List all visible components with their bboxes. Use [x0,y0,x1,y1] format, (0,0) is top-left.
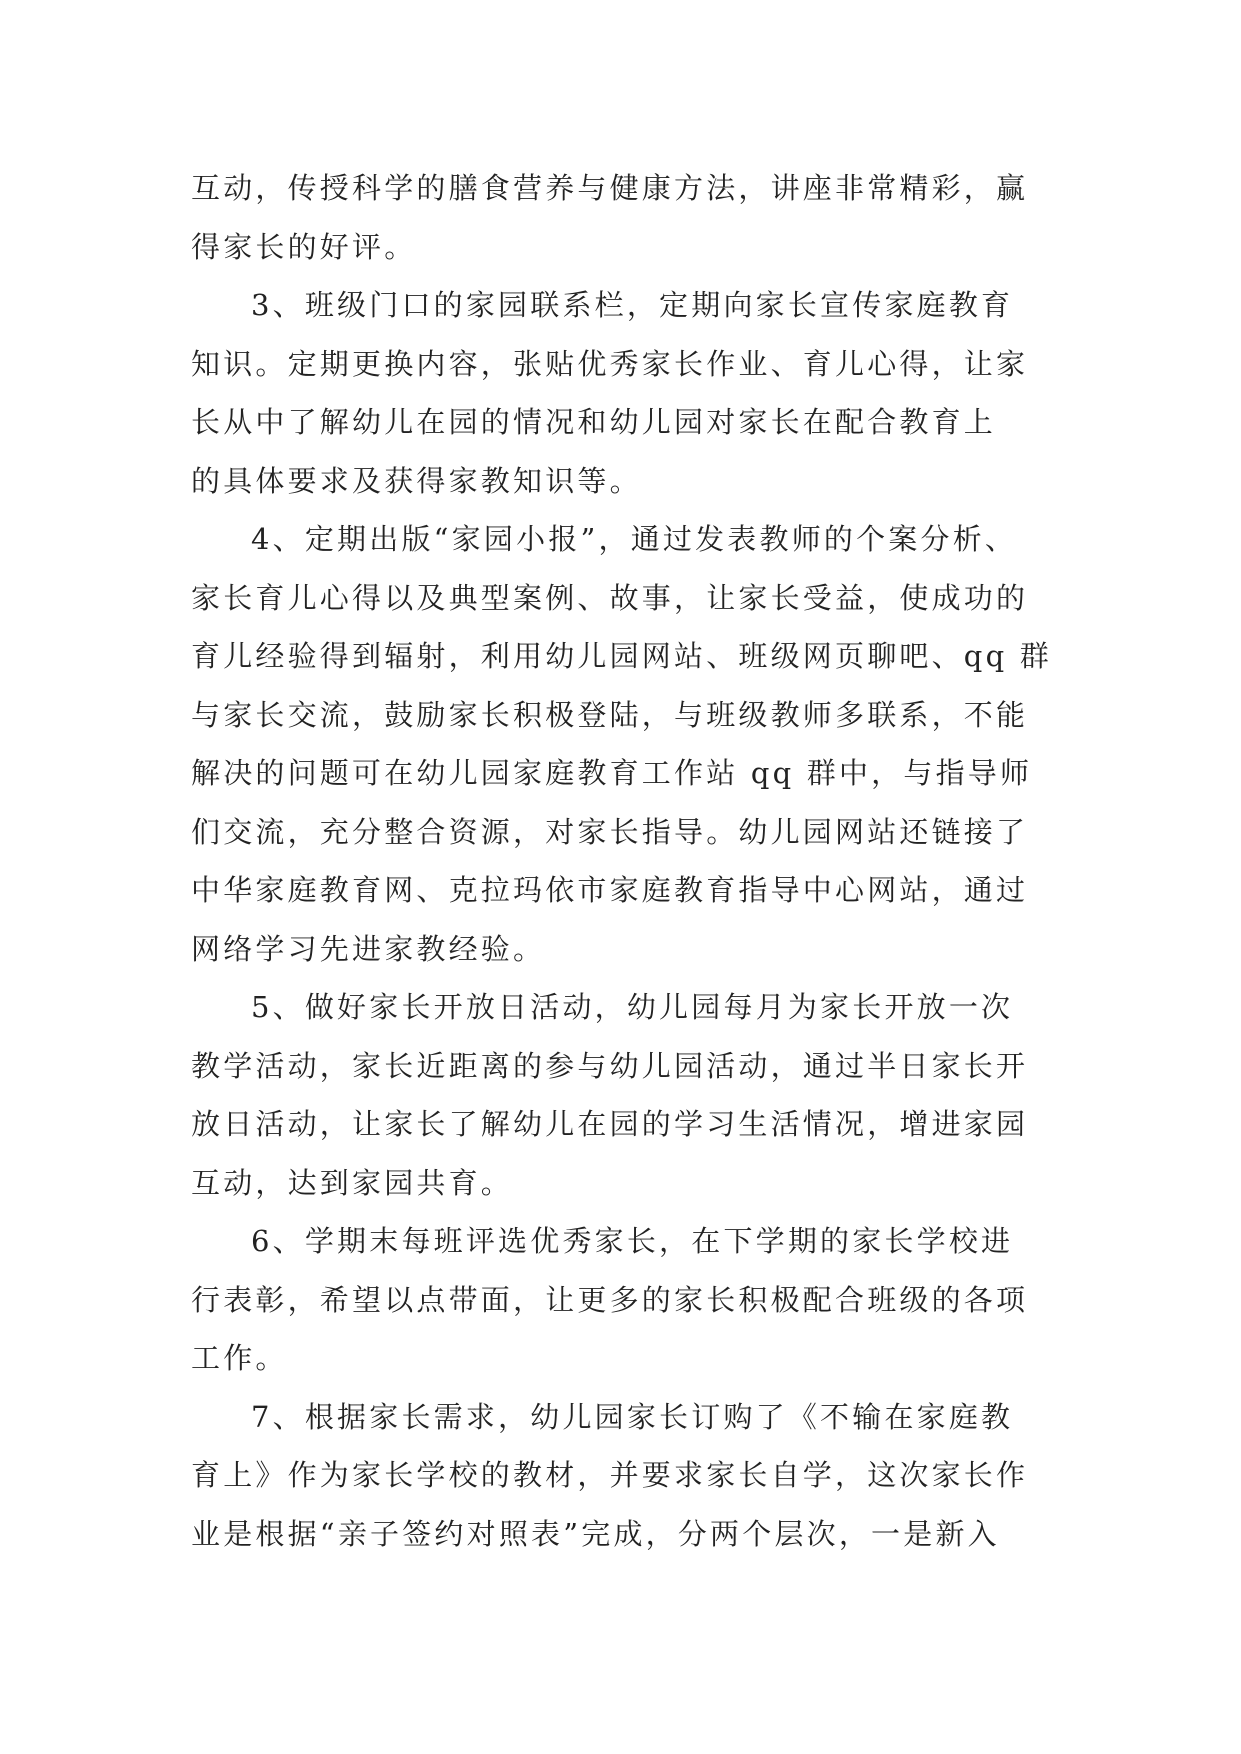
text-line: 育儿经验得到辐射，利用幼儿园网站、班级网页聊吧、qq 群 [191,639,1052,673]
text-line: 中华家庭教育网、克拉玛依市家庭教育指导中心网站，通过 [191,873,1029,907]
text-line: 解决的问题可在幼儿园家庭教育工作站 qq 群中，与指导师 [191,756,1033,790]
text-line: 的具体要求及获得家教知识等。 [191,463,642,498]
paragraph-start-line: 6、学期末每班评选优秀家长，在下学期的家长学校进 [251,1224,1014,1258]
text-line: 网络学习先进家教经验。 [191,931,546,966]
paragraph-start-line: 7、根据家长需求，幼儿园家长订购了《不输在家庭教 [251,1399,1014,1434]
text-line: 教学活动，家长近距离的参与幼儿园活动，通过半日家长开 [191,1048,1029,1083]
text-line: 知识。定期更换内容，张贴优秀家长作业、育儿心得，让家 [191,346,1029,381]
text-line: 长从中了解幼儿在园的情况和幼儿园对家长在配合教育上 [191,405,997,439]
text-line: 育上》作为家长学校的教材，并要求家长自学，这次家长作 [191,1458,1029,1492]
text-line: 行表彰，希望以点带面，让更多的家长积极配合班级的各项 [191,1282,1029,1317]
text-line: 业是根据“亲子签约对照表”完成，分两个层次，一是新入 [191,1516,1000,1551]
text-line: 放日活动，让家长了解幼儿在园的学习生活情况，增进家园 [191,1107,1029,1141]
document-body [191,159,1051,1563]
paragraph-start-line: 3、班级门口的家园联系栏，定期向家长宣传家庭教育 [251,288,1014,322]
text-line: 工作。 [191,1341,288,1375]
text-line: 与家长交流，鼓励家长积极登陆，与班级教师多联系，不能 [191,697,1029,732]
paragraph-start-line: 5、做好家长开放日活动，幼儿园每月为家长开放一次 [251,990,1014,1024]
text-line: 得家长的好评。 [191,229,417,264]
text-line: 互动，传授科学的膳食营养与健康方法，讲座非常精彩，赢 [191,171,1029,205]
text-line: 家长育儿心得以及典型案例、故事，让家长受益，使成功的 [191,580,1029,615]
text-line: 互动，达到家园共育。 [191,1165,514,1200]
paragraph-start-line: 4、定期出版“家园小报”，通过发表教师的个案分析、 [251,522,1018,556]
text-line: 们交流，充分整合资源，对家长指导。幼儿园网站还链接了 [191,814,1029,849]
